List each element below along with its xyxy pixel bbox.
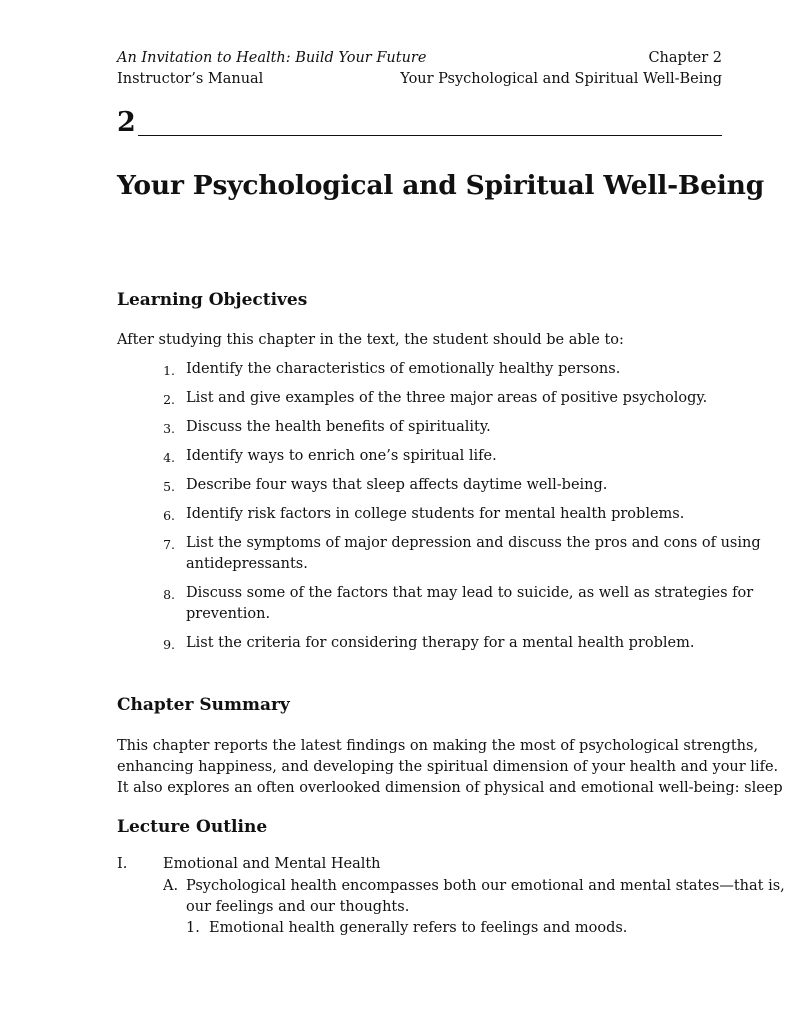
objective-text: Discuss some of the factors that may lead to suicide, as well as strategies for [186, 585, 754, 601]
outline-level3-text: Emotional health generally refers to feelings and moods. [209, 920, 628, 936]
outline-level1-number: I. [117, 856, 128, 872]
learning-objectives-heading: Learning Objectives [117, 290, 308, 310]
header-chapter-label: Chapter 2 [648, 50, 722, 66]
objective-text: Identify risk factors in college students for mental health problems. [186, 506, 685, 522]
chapter-summary-line-2: enhancing happiness, and developing the spiritual dimension of your health and your life. [117, 759, 779, 775]
objective-number: 4. [163, 450, 175, 465]
header-manual: Instructor’s Manual [117, 71, 264, 87]
chapter-rule [138, 135, 722, 136]
objective-text: Discuss the health benefits of spirituality. [186, 419, 491, 435]
objective-number: 3. [163, 421, 175, 436]
objective-number: 6. [163, 508, 175, 523]
objective-number: 1. [163, 363, 175, 378]
objective-number: 2. [163, 392, 175, 407]
objective-text: List the symptoms of major depression and discuss the pros and cons of using [186, 535, 761, 551]
objective-text: Describe four ways that sleep affects daytime well-being. [186, 477, 608, 493]
header-chapter-title: Your Psychological and Spiritual Well-Being [400, 71, 722, 87]
chapter-number: 2 [117, 107, 136, 138]
outline-level2-label: A. [163, 878, 179, 894]
header-book-title: An Invitation to Health: Build Your Future [117, 50, 427, 66]
objective-text: Identify the characteristics of emotionally healthy persons. [186, 361, 621, 377]
objective-number: 8. [163, 587, 175, 602]
lecture-outline-heading: Lecture Outline [117, 817, 268, 837]
objective-number: 9. [163, 637, 175, 652]
objective-number: 7. [163, 537, 175, 552]
objective-text: prevention. [186, 606, 271, 622]
outline-level3-label: 1. [186, 920, 200, 936]
outline-level2-line-2: our feelings and our thoughts. [186, 899, 410, 915]
outline-level2-line-1: Psychological health encompasses both our emotional and mental states—that is, [186, 878, 785, 894]
chapter-title: Your Psychological and Spiritual Well-Being [117, 170, 765, 201]
objective-text: List and give examples of the three major areas of positive psychology. [186, 390, 708, 406]
objective-number: 5. [163, 479, 175, 494]
objective-text: Identify ways to enrich one’s spiritual life. [186, 448, 497, 464]
objective-text: antidepressants. [186, 556, 308, 572]
learning-objectives-intro: After studying this chapter in the text, the student should be able to: [117, 332, 624, 348]
outline-level1-text: Emotional and Mental Health [163, 856, 381, 872]
chapter-summary-line-1: This chapter reports the latest findings on making the most of psychological strengths, [117, 738, 759, 754]
chapter-summary-heading: Chapter Summary [117, 695, 290, 715]
objective-text: List the criteria for considering therapy for a mental health problem. [186, 635, 695, 651]
chapter-summary-line-3: It also explores an often overlooked dimension of physical and emotional well-being: sleep [117, 780, 783, 796]
